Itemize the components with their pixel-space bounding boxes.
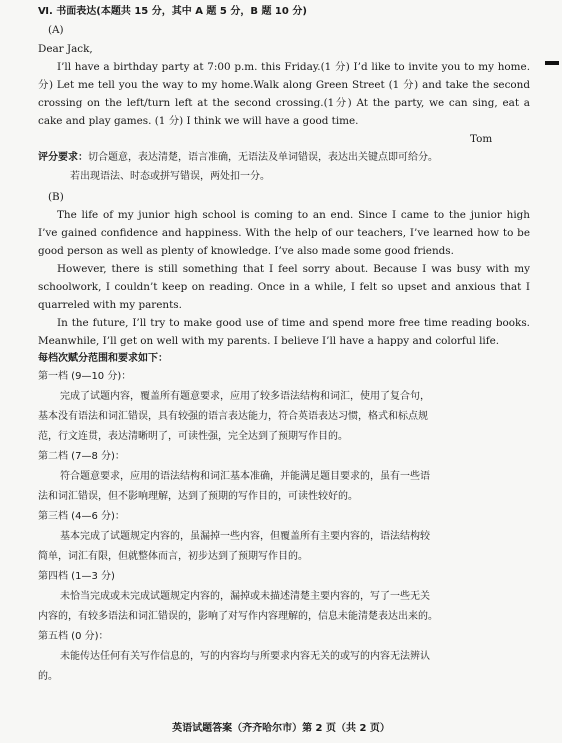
level-line: 未能传达任何有关写作信息的，写的内容均与所要求内容无关的或写的内容无法辨认	[60, 651, 430, 662]
level-line: 简单，词汇有限，但就整体而言，初步达到了预期写作目的。	[38, 551, 308, 562]
level-heading: 第五档 (0 分)：	[38, 631, 109, 642]
level-heading: 第四档 (1—3 分)	[38, 571, 115, 582]
part-b-line: schoolwork, I couldn’t keep on reading. Once in a while, I felt so upset and anxious that I	[38, 281, 530, 293]
part-b-line: The life of my junior high school is coming to an end. Since I came to the junior high	[57, 209, 530, 221]
grading-title: 每档次赋分范围和要求如下：	[38, 353, 168, 364]
page-footer: 英语试题答案（齐齐哈尔市）第 2 页（共 2 页）	[172, 723, 390, 734]
level-line: 未恰当完成或未完成试题规定内容的，漏掉或未描述清楚主要内容的，写了一些无关	[60, 591, 430, 602]
scoring-line-1	[38, 151, 530, 165]
level-line: 完成了试题内容，覆盖所有题意要求，应用了较多语法结构和词汇，使用了复合句，	[60, 391, 430, 402]
level-line: 内容的，有较多语法和词汇错误的，影响了对写作内容理解的，信息未能清楚表达出来的。	[38, 611, 438, 622]
part-a-label: (A)	[48, 24, 64, 36]
part-b-line: good person as well as plenty of knowledge. I’ve also made some good friends.	[38, 245, 454, 257]
section-title: Ⅵ. 书面表达(本题共 15 分，其中 A 题 5 分，B 题 10 分)	[38, 6, 307, 17]
part-a-line: I’ll have a birthday party at 7:00 p.m. this Friday.(1 分) I’d like to invite you to my home.	[57, 61, 530, 73]
level-heading: 第三档 (4—6 分)：	[38, 511, 125, 522]
part-b-line: In the future, I’ll try to make good use of time and spend more free time reading books.	[57, 317, 530, 329]
part-b-line: I’ve gained confidence and happiness. With the help of our teachers, I’ve learned how to be	[38, 227, 530, 239]
signature: Tom	[470, 133, 493, 145]
part-a-line: cake and play games. (1 分) I think we will have a good time.	[38, 115, 359, 127]
level-line: 符合题意要求，应用的语法结构和词汇基本准确，并能满足题目要求的，虽有一些语	[60, 471, 430, 482]
scoring-line-2: 若出现语法、时态或拼写错误，两处扣一分。	[70, 171, 270, 182]
part-a-line: crossing on the left/turn left at the second crossing.(1分) At the party, we can sing, eat a	[38, 97, 530, 109]
part-b-line: However, there is still something that I feel sorry about. Because I was busy with my	[57, 263, 530, 275]
salutation: Dear Jack,	[38, 43, 93, 55]
scoring-text: 切合题意，表达清楚，语言准确，无语法及单词错误，表达出关键点即可给分。	[88, 152, 438, 163]
scoring-label: 评分要求：	[38, 152, 88, 163]
part-b-line: quarreled with my parents.	[38, 299, 182, 311]
margin-mark	[545, 61, 559, 65]
level-heading: 第二档 (7—8 分)：	[38, 451, 125, 462]
level-line: 法和词汇错误，但不影响理解，达到了预期的写作目的，可读性较好的。	[38, 491, 358, 502]
level-line: 基本完成了试题规定内容的，虽漏掉一些内容，但覆盖所有主要内容的，语法结构较	[60, 531, 430, 542]
level-line: 基本没有语法和词汇错误，具有较强的语言表达能力，符合英语表达习惯，格式和标点规	[38, 411, 428, 422]
level-line: 的。	[38, 671, 58, 682]
level-heading: 第一档 (9—10 分)：	[38, 371, 132, 382]
part-b-label: (B)	[48, 191, 64, 203]
part-a-line: 分) Let me tell you the way to my home.Walk along Green Street (1 分) and take the second	[38, 79, 530, 91]
level-line: 范，行文连贯，表达清晰明了，可读性强，完全达到了预期写作目的。	[38, 431, 348, 442]
part-b-line: Meanwhile, I’ll get on well with my parents. I believe I’ll have a happy and colorful life.	[38, 335, 500, 347]
